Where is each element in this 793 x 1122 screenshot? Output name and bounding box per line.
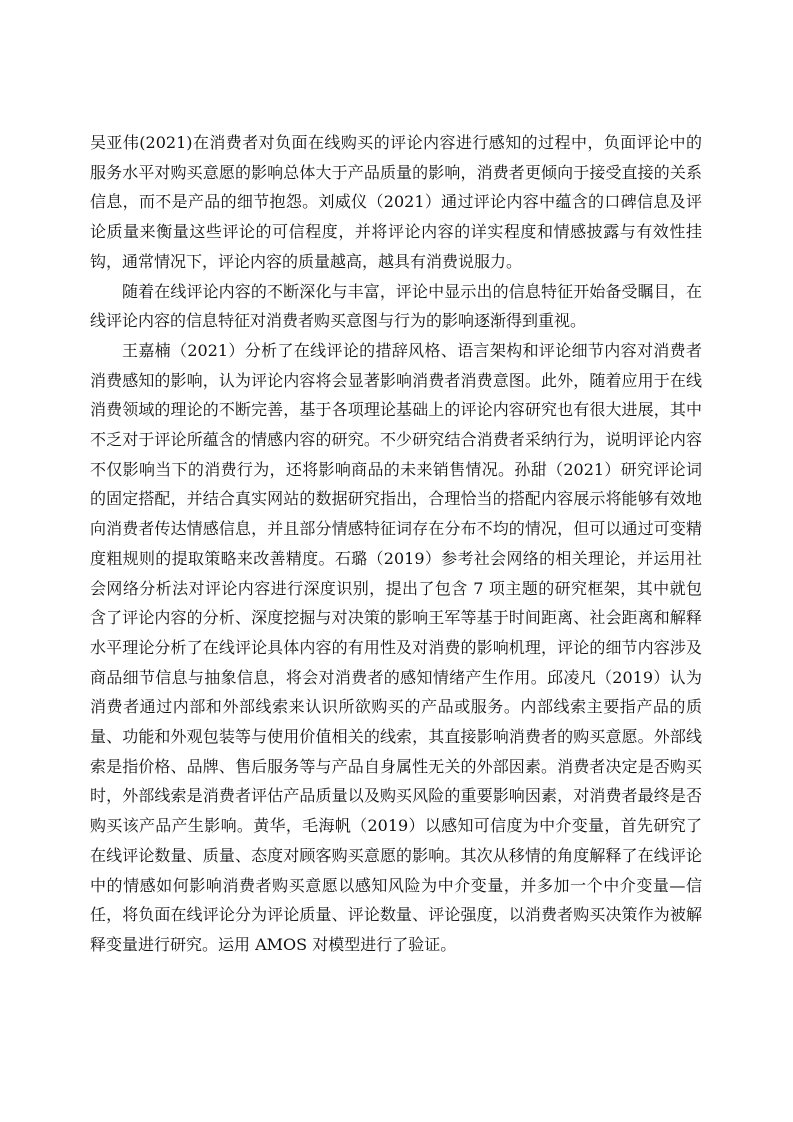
body-text (90, 128, 702, 960)
paragraph-2: 随着在线评论内容的不断深化与丰富，评论中显示出的信息特征开始备受瞩目，在线评论内容的信息特征对消费者购买意图与行为的影响逐渐得到重视。 (90, 281, 702, 331)
paragraph-3: 王嘉楠（2021）分析了在线评论的措辞风格、语言架构和评论细节内容对消费者消费感知的影响，认为评论内容将会显著影响消费者消费意图。此外，随着应用于在线消费领域的理论的不断完善，基于各项理论基础上的评论内容研究也有很大进展，其中不乏对于评论所蕴含的情感内容的研究。不少研究结合消费者采纳行为，说明评论内容不仅影响当下的消费行为，还将影响商品的未来销售情况。孙甜（2021）研究评论词的固定搭配，并结合真实网站的数据研究指出，合理恰当的搭配内容展示将能够有效地向消费者传达情感信息，并且部分情感特征词存在分布不均的情况，但可以通过可变精度粗规则的提取策略来改善精度。石璐（2019）参考社会网络的相关理论，并运用社会网络分析法对评论内容进行深度识别，提出了包含 7 项主题的研究框架，其中就包含了评论内容的分析、深度挖掘与对决策的影响王军等基于时间距离、社会距离和解释水平理论分析了在线评论具体内容的有用性及对消费的影响机理，评论的细节内容涉及商品细节信息与抽象信息，将会对消费者的感知情绪产生作用。邱凌凡（2019）认为消费者通过内部和外部线索来认识所欲购买的产品或服务。内部线索主要指产品的质量、功能和外观包装等与使用价值相关的线索，其直接影响消费者的购买意愿。外部线索是指价格、品牌、售后服务等与产品自身属性无关的外部因素。消费者决定是否购买时，外部线索是消费者评估产品质量以及购买风险的重要影响因素，对消费者最终是否购买该产品产生影响。黄华，毛海帆（2019）以感知可信度为中介变量，首先研究了在线评论数量、质量、态度对顾客购买意愿的影响。其次从移情的角度解释了在线评论中的情感如何影响消费者购买意愿以感知风险为中介变量，并多加一个中介变量—信任，将负面在线评论分为评论质量、评论数量、评论强度，以消费者购买决策作为被解释变量进行研究。运用 AMOS 对模型进行了验证。 (90, 340, 702, 954)
paragraph-1: 吴亚伟(2021)在消费者对负面在线购买的评论内容进行感知的过程中，负面评论中的服务水平对购买意愿的影响总体大于产品质量的影响，消费者更倾向于接受直接的关系信息，而不是产品的细节抱怨。刘威仪（2021）通过评论内容中蕴含的口碑信息及评论质量来衡量这些评论的可信程度，并将评论内容的详实程度和情感披露与有效性挂钩，通常情况下，评论内容的质量越高，越具有消费说服力。 (90, 133, 702, 271)
